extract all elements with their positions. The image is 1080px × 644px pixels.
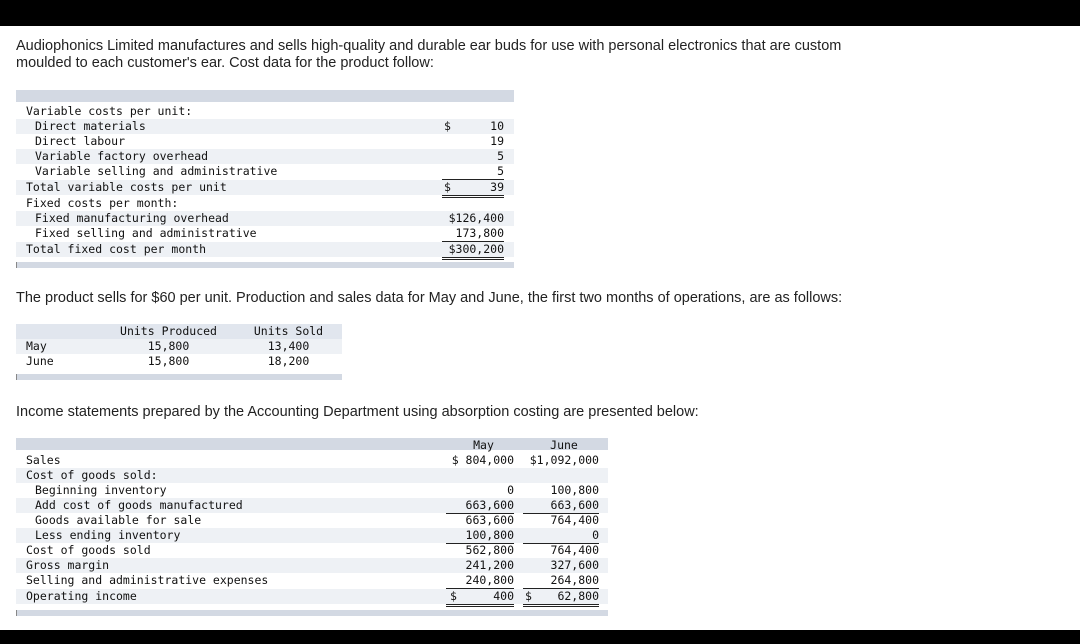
month-label: May — [26, 339, 47, 353]
row-label: Selling and administrative expenses — [26, 573, 269, 587]
june-value: 0 — [523, 528, 599, 544]
income-statement-table — [16, 438, 608, 618]
table-row — [16, 211, 514, 226]
table-row — [16, 589, 608, 604]
row-value: 39 — [442, 180, 504, 198]
column-header: Units Sold — [253, 324, 324, 338]
dollar-sign: $ — [444, 119, 451, 133]
table-row — [16, 528, 608, 543]
table-row — [16, 339, 342, 354]
may-value: 241,200 — [465, 558, 514, 572]
row-value: $126,400 — [448, 211, 504, 225]
june-value: $1,092,000 — [523, 453, 599, 469]
table-row — [16, 149, 514, 164]
table-footer-bar — [16, 262, 514, 268]
row-value: $300,200 — [442, 242, 504, 260]
table-row — [16, 180, 514, 195]
column-header-may: May — [473, 438, 494, 452]
row-value: 5 — [442, 164, 504, 180]
may-value: 100,800 — [446, 528, 514, 544]
row-label: Total fixed cost per month — [26, 242, 207, 256]
row-label: Add cost of goods manufactured — [35, 498, 243, 512]
column-header-june: June — [550, 438, 578, 452]
may-value: $ 804,000 — [446, 453, 514, 469]
june-value: 62,800 — [523, 589, 599, 607]
row-label: Operating income — [26, 589, 137, 603]
row-label: Variable factory overhead — [35, 149, 209, 163]
table-header-row — [16, 438, 608, 453]
document-page — [0, 26, 1080, 630]
row-label: Direct materials — [35, 119, 146, 133]
row-value: 19 — [490, 134, 504, 148]
june-value: 764,400 — [523, 543, 599, 559]
price-paragraph: The product sells for $60 per unit. Production and sales data for May and June, the first two months of operations, are as follows: — [16, 290, 843, 306]
table-row — [16, 104, 514, 119]
intro-paragraph: Audiophonics Limited manufactures and sells high-quality and durable ear buds for use with personal electronics that are custom moulded to each customer's ear. Cost data for the product follow: — [16, 38, 842, 71]
table-row — [16, 119, 514, 134]
units-sold-value: 18,200 — [267, 354, 310, 368]
dollar-sign: $ — [450, 589, 457, 603]
table-row — [16, 513, 608, 528]
june-value: 264,800 — [523, 573, 599, 589]
row-label: Variable selling and administrative — [35, 164, 278, 178]
table-row — [16, 558, 608, 573]
table-row — [16, 543, 608, 558]
table-row — [16, 573, 608, 588]
may-value: 663,600 — [465, 513, 514, 527]
units-produced-value: 15,800 — [147, 339, 190, 353]
table-footer-bar — [16, 610, 608, 616]
table-header-row — [16, 324, 342, 339]
cost-data-table — [16, 90, 514, 270]
table-row — [16, 196, 514, 211]
table-row — [16, 453, 608, 468]
table-footer-bar — [16, 374, 342, 380]
row-label: Fixed costs per month: — [26, 196, 179, 210]
table-row — [16, 242, 514, 257]
units-sold-value: 13,400 — [267, 339, 310, 353]
june-value: 663,600 — [523, 498, 599, 514]
row-label: Beginning inventory — [35, 483, 167, 497]
row-value: 173,800 — [442, 226, 504, 242]
row-value: 5 — [497, 149, 504, 163]
june-value: 327,600 — [550, 558, 599, 572]
units-produced-value: 15,800 — [147, 354, 190, 368]
table-row — [16, 468, 608, 483]
row-label: Total variable costs per unit — [26, 180, 227, 194]
may-value: 240,800 — [446, 573, 514, 589]
row-label: Less ending inventory — [35, 528, 181, 542]
row-value: 10 — [490, 119, 504, 133]
units-table — [16, 324, 342, 384]
row-label: Fixed manufacturing overhead — [35, 211, 229, 225]
table-row — [16, 164, 514, 179]
row-label: Gross margin — [26, 558, 110, 572]
month-label: June — [26, 354, 54, 368]
dollar-sign: $ — [444, 180, 451, 194]
row-label: Fixed selling and administrative — [35, 226, 257, 240]
row-label: Cost of goods sold: — [26, 468, 158, 482]
income-paragraph: Income statements prepared by the Accounting Department using absorption costing are presented below: — [16, 404, 699, 420]
table-row — [16, 354, 342, 369]
row-label: Goods available for sale — [35, 513, 202, 527]
table-row — [16, 483, 608, 498]
table-header-bar — [16, 90, 514, 102]
column-header: Units Produced — [120, 324, 217, 338]
may-value: 0 — [507, 483, 514, 497]
table-row — [16, 226, 514, 241]
row-label: Variable costs per unit: — [26, 104, 193, 118]
table-row — [16, 498, 608, 513]
may-value: 562,800 — [446, 543, 514, 559]
row-label: Cost of goods sold — [26, 543, 151, 557]
may-value: 663,600 — [446, 498, 514, 514]
table-row — [16, 134, 514, 149]
dollar-sign: $ — [525, 589, 532, 603]
row-label: Sales — [26, 453, 61, 467]
june-value: 100,800 — [550, 483, 599, 497]
row-label: Direct labour — [35, 134, 126, 148]
may-value: 400 — [446, 589, 514, 607]
june-value: 764,400 — [550, 513, 599, 527]
